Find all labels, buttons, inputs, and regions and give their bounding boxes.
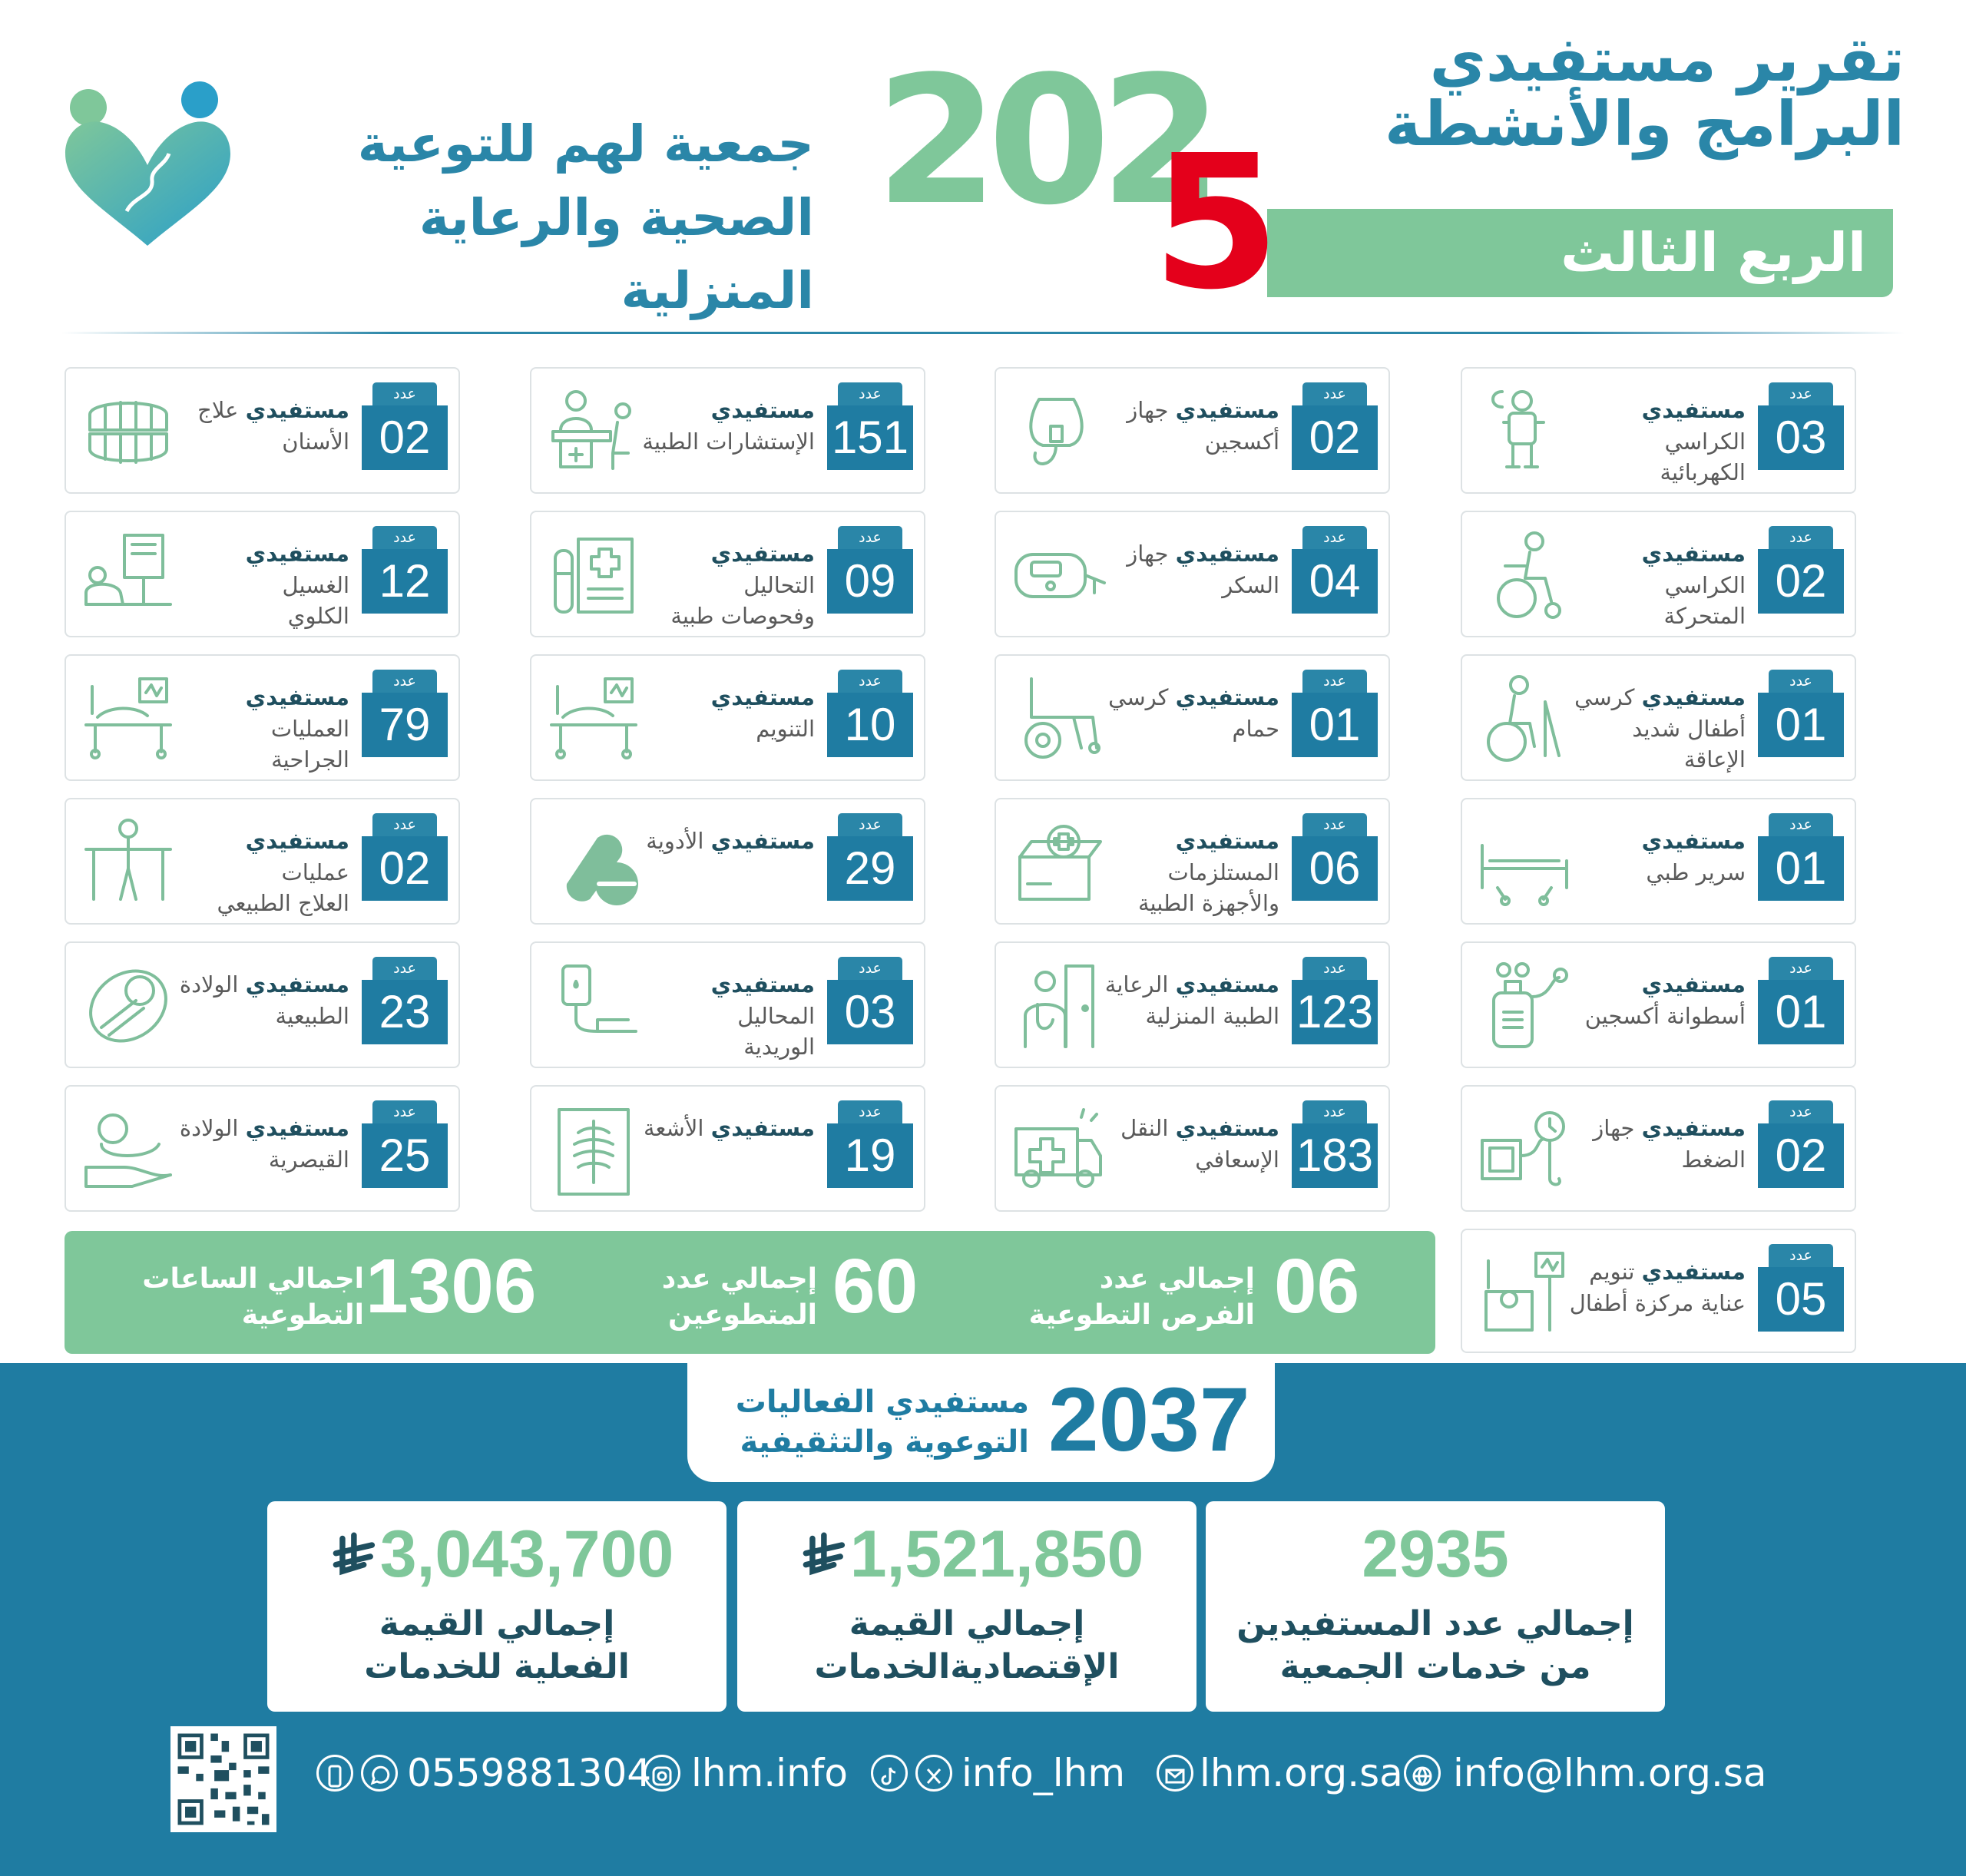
beneficiary-card [1461,511,1856,637]
hours-label-line1: اجمالي الساعات [142,1263,364,1295]
whatsapp-icon [361,1755,398,1792]
label-line1: الولادة [179,1115,239,1141]
label-bold: مستفيدي [1175,684,1279,710]
label-line2: أكسجين [1204,428,1279,455]
count-badge-label: عدد [372,1100,437,1123]
label-bold: مستفيدي [1641,1259,1746,1285]
label-bold: مستفيدي [1175,1115,1279,1141]
count-badge-label: عدد [372,957,437,980]
wheelchair-icon [1474,528,1574,624]
hours-label [134,1262,364,1334]
report-title-line2: البرامج والأنشطة [1385,88,1905,160]
count-badge [362,957,448,1047]
contact-bar [307,1746,1843,1800]
beneficiary-count: 79 [362,693,448,757]
beneficiary-label [1103,538,1279,601]
count-badge-label: عدد [1302,670,1367,693]
beneficiary-label [173,826,349,919]
beneficiary-count: 06 [1292,836,1378,901]
events-summary [687,1359,1275,1482]
glucometer-icon [1008,528,1108,624]
count-badge [827,957,913,1047]
beneficiary-label [638,538,815,632]
count-badge-label: عدد [1769,813,1833,836]
xray-icon [544,1102,644,1198]
count-badge [1292,670,1378,760]
dialysis-icon [78,528,178,624]
domain-link[interactable]: lhm.org.sa [1200,1751,1403,1795]
count-badge [1758,1244,1844,1335]
stat-label-line1: إجمالي عدد المستفيدين [1236,1604,1634,1643]
phone-number[interactable]: 0559881304 [407,1751,652,1795]
beneficiary-count: 01 [1292,693,1378,757]
beneficiary-card [995,1085,1390,1212]
x-twitter-icon [915,1755,952,1792]
beneficiary-card [530,1085,925,1212]
label-line2: السكر [1222,571,1279,598]
label-line2: الطبيعية [275,1002,349,1029]
label-bold: مستفيدي [710,828,815,854]
label-bold: مستفيدي [710,684,815,710]
count-badge-label: عدد [838,813,902,836]
beneficiary-count: 01 [1758,980,1844,1044]
label-line2: الوريدية [743,1034,815,1060]
count-badge [1758,813,1844,904]
label-line1: الولادة [179,971,239,998]
hours-count: 1306 [366,1243,537,1329]
hours-label-line2: التطوعية [241,1299,364,1331]
electric-wheelchair-icon [1474,384,1574,480]
beneficiary-card [1461,798,1856,925]
label-line1: كرسي [1574,684,1635,710]
label-line1: كرسي [1108,684,1169,710]
label-line1: جهاز [1593,1115,1635,1141]
stat-card [737,1501,1196,1712]
label-bold: مستفيدي [245,397,349,423]
count-badge-label: عدد [1769,382,1833,405]
beneficiary-label [1569,1256,1746,1318]
stat-label-line2: الفعلية للخدمات [364,1647,630,1687]
pills-icon [544,815,644,911]
stat-label [737,1603,1196,1689]
count-badge [827,670,913,760]
beneficiary-card [1461,367,1856,494]
beneficiary-count: 25 [362,1123,448,1188]
label-bold: مستفيدي [1641,684,1746,710]
count-badge-label: عدد [372,670,437,693]
beneficiary-count: 03 [827,980,913,1044]
globe-icon [1404,1755,1441,1792]
label-line1: الغسيل [282,571,349,598]
count-badge-label: عدد [1769,1244,1833,1267]
beneficiary-card [530,941,925,1068]
count-badge-label: عدد [1769,1100,1833,1123]
label-line2: الضغط [1681,1146,1746,1173]
stat-label [1206,1603,1665,1689]
beneficiary-count: 03 [1758,405,1844,470]
quarter-label: الربع الثالث [1561,221,1866,284]
beneficiary-label [173,1113,349,1175]
beneficiary-label [1569,1113,1746,1175]
label-bold: مستفيدي [245,828,349,854]
label-line2: حمام [1232,715,1279,742]
beneficiary-count: 123 [1292,980,1378,1044]
opportunities-label [1024,1262,1255,1334]
count-badge-label: عدد [1769,526,1833,549]
label-bold: مستفيدي [1175,828,1279,854]
beneficiary-label [1569,969,1746,1031]
stat-value: 3,043,700 [379,1517,674,1591]
oxygen-cylinder-icon [1474,958,1574,1054]
beneficiary-card [995,798,1390,925]
beneficiary-count: 183 [1292,1123,1378,1188]
label-line1: تنويم [1589,1259,1635,1285]
beneficiary-count: 01 [1758,693,1844,757]
beneficiary-label [638,969,815,1063]
beneficiary-card [995,367,1390,494]
label-bold: مستفيدي [1641,397,1746,423]
count-badge [362,670,448,760]
count-badge [362,813,448,904]
beneficiary-label [1569,682,1746,776]
count-badge-label: عدد [838,1100,902,1123]
label-line1: علاج [197,397,239,423]
label-line2: أطفال شديد الإعاقة [1632,715,1746,773]
website-link[interactable]: lhm.info [691,1751,848,1795]
cesarean-icon [78,1102,178,1198]
beneficiary-card [65,798,460,925]
label-bold: مستفيدي [710,397,815,423]
label-line1: النقل [1120,1115,1169,1141]
organization-name [230,108,814,328]
beneficiary-label [1103,1113,1279,1175]
beneficiary-card [65,1085,460,1212]
beneficiary-card [995,511,1390,637]
teeth-icon [78,384,178,480]
qr-code-icon [170,1726,276,1832]
beneficiary-label [173,538,349,632]
beneficiary-card [530,654,925,781]
count-badge-label: عدد [1769,957,1833,980]
label-bold: مستفيدي [245,1115,349,1141]
label-line2: أسطوانة أكسجين [1584,1002,1746,1029]
count-badge [1292,1100,1378,1191]
beneficiary-label [1103,969,1279,1031]
count-badge-label: عدد [838,526,902,549]
count-badge [1292,382,1378,473]
stat-card [267,1501,726,1712]
label-line1: التحاليل [743,571,815,598]
label-line2: الإستشارات الطبية [642,428,815,455]
label-bold: مستفيدي [1175,971,1279,998]
qr-code[interactable] [170,1726,276,1832]
count-badge [362,382,448,473]
count-badge [1292,957,1378,1047]
label-line2: الإسعافي [1195,1146,1279,1173]
label-bold: مستفيدي [245,971,349,998]
label-line2: الكهربائية [1660,459,1746,486]
events-label [722,1382,1029,1462]
beneficiary-label [638,682,815,744]
quarter-band [1267,209,1893,297]
instagram-icon [644,1755,680,1792]
beneficiary-card [65,654,460,781]
count-badge [362,526,448,617]
year-last-digit: 5 [1152,115,1280,330]
beneficiary-label [1569,826,1746,888]
count-badge [827,382,913,473]
label-line2: التنويم [756,715,815,742]
label-bold: مستفيدي [1641,828,1746,854]
beneficiary-card [530,367,925,494]
beneficiary-label [1103,826,1279,919]
beneficiary-label [638,1113,815,1144]
stat-value: 2935 [1362,1517,1509,1591]
beneficiary-card [1461,1085,1856,1212]
volunteers-count: 60 [832,1243,918,1329]
count-badge [827,813,913,904]
beneficiary-label [1103,682,1279,744]
beneficiary-count: 23 [362,980,448,1044]
stat-label [267,1603,726,1689]
beneficiary-count: 04 [1292,549,1378,614]
beneficiary-card [995,654,1390,781]
mail-icon [1157,1755,1193,1792]
label-line1: المستلزمات [1167,859,1279,885]
count-badge [827,526,913,617]
beneficiary-card [1461,654,1856,781]
lab-tests-icon [544,528,644,624]
beneficiary-card [1461,941,1856,1068]
label-line2: العلاج الطبيعي [217,890,349,917]
beneficiary-count: 12 [362,549,448,614]
count-badge-label: عدد [1302,957,1367,980]
beneficiary-label [173,682,349,776]
stat-card [1206,1501,1665,1712]
count-badge [1758,526,1844,617]
volunteer-summary [65,1231,1435,1354]
mobile-icon [316,1755,353,1792]
count-badge-label: عدد [1302,382,1367,405]
label-line1: الكراسي [1664,428,1746,455]
stat-value: 1,521,850 [849,1517,1144,1591]
label-bold: مستفيدي [245,684,349,710]
label-line2: الطبية المنزلية [1145,1002,1279,1029]
label-line1: العمليات [270,715,349,742]
beneficiary-card [65,941,460,1068]
beneficiary-count: 29 [827,836,913,901]
email-link[interactable]: info@lhm.org.sa [1453,1751,1767,1795]
count-badge-label: عدد [372,526,437,549]
medical-supplies-icon [1008,815,1108,911]
beneficiary-label [1103,395,1279,457]
special-needs-chair-icon [1474,671,1574,767]
label-line1: الكراسي [1664,571,1746,598]
riyal-icon [801,1523,850,1596]
label-line1: جهاز [1127,397,1169,423]
doctor-consultation-icon [544,384,644,480]
beneficiary-card [65,367,460,494]
label-line1: الأدوية [646,828,704,854]
stat-label-line2: الإقتصاديةالخدمات [814,1647,1120,1687]
opportunities-label-line2: الفرص التطوعية [1028,1299,1255,1331]
bath-chair-icon [1008,671,1108,767]
beneficiary-card [1461,1229,1856,1353]
blood-pressure-icon [1474,1102,1574,1198]
beneficiary-label [1569,395,1746,488]
count-badge [1758,670,1844,760]
surgery-icon [78,671,178,767]
beneficiary-count: 151 [827,405,913,470]
label-bold: مستفيدي [1175,397,1279,423]
count-badge-label: عدد [1302,1100,1367,1123]
beneficiary-card [65,511,460,637]
stat-label-line2: من خدمات الجمعية [1279,1647,1591,1687]
count-badge-label: عدد [1302,813,1367,836]
label-line2: الأسنان [282,428,349,455]
newborn-icon [78,958,178,1054]
beneficiary-label [1569,538,1746,632]
count-badge-label: عدد [1302,526,1367,549]
count-badge-label: عدد [1769,670,1833,693]
count-badge [1292,813,1378,904]
count-badge [827,1100,913,1191]
label-bold: مستفيدي [710,971,815,998]
label-bold: مستفيدي [1641,541,1746,567]
count-badge [1292,526,1378,617]
count-badge-label: عدد [372,813,437,836]
label-line2: الجراحية [271,746,349,773]
events-label-line2: التوعوية والتثقيفية [740,1424,1029,1460]
report-title-line1: تقرير مستفيدي [1429,24,1905,95]
label-line1: الرعاية [1104,971,1169,998]
pediatric-icu-icon [1474,1246,1574,1342]
label-line2: عناية مركزة أطفال [1569,1289,1746,1316]
beneficiary-count: 02 [1292,405,1378,470]
beneficiary-label [638,826,815,857]
label-line2: والأجهزة الطبية [1137,890,1279,917]
beneficiary-count: 19 [827,1123,913,1188]
oxygen-mask-icon [1008,384,1108,480]
label-bold: مستفيدي [1641,1115,1746,1141]
beneficiary-label [638,395,815,457]
beneficiary-count: 05 [1758,1267,1844,1332]
report-title [1321,24,1905,160]
beneficiary-count: 09 [827,549,913,614]
hospital-bed-icon [544,671,644,767]
volunteers-label-line2: المتطوعين [667,1299,817,1331]
count-badge [1758,1100,1844,1191]
medical-bed-icon [1474,815,1574,911]
physiotherapy-icon [78,815,178,911]
header-divider [61,332,1905,334]
home-care-icon [1008,958,1108,1054]
org-name-line1: جمعية لهم للتوعية [357,114,814,174]
year-prefix: 202 [875,39,1213,244]
ambulance-icon [1008,1102,1108,1198]
beneficiary-count: 10 [827,693,913,757]
beneficiary-count: 02 [1758,549,1844,614]
beneficiary-count: 02 [1758,1123,1844,1188]
volunteers-label-line1: إجمالي عدد [661,1263,817,1295]
label-bold: مستفيدي [1175,541,1279,567]
count-badge [362,1100,448,1191]
label-line2: سرير طبي [1646,859,1746,885]
riyal-icon [331,1523,380,1596]
beneficiary-count: 01 [1758,836,1844,901]
events-count: 2037 [1048,1369,1250,1471]
tiktok-icon [871,1755,908,1792]
stat-label-line1: إجمالي القيمة [379,1604,615,1643]
stat-label-line1: إجمالي القيمة [849,1604,1085,1643]
beneficiary-card [995,941,1390,1068]
org-name-line2: الصحية والرعاية المنزلية [419,187,814,321]
label-bold: مستفيدي [710,541,815,567]
social-handle[interactable]: info_lhm [961,1751,1126,1795]
beneficiary-card [530,511,925,637]
beneficiary-count: 02 [362,405,448,470]
label-line2: وفحوصات طبية [670,603,815,630]
label-bold: مستفيدي [1641,971,1746,998]
label-line2: المتحركة [1663,603,1746,630]
label-line2: القيصرية [268,1146,349,1173]
count-badge-label: عدد [372,382,437,405]
beneficiary-card [530,798,925,925]
count-badge-label: عدد [838,957,902,980]
opportunities-label-line1: إجمالي عدد [1099,1263,1255,1295]
volunteers-label [587,1262,817,1334]
label-line1: الأشعة [644,1115,704,1141]
label-bold: مستفيدي [245,541,349,567]
label-line1: المحاليل [737,1002,815,1029]
count-badge [1758,382,1844,473]
beneficiary-label [173,395,349,457]
org-logo [61,81,234,257]
label-line1: جهاز [1127,541,1169,567]
opportunities-count: 06 [1274,1243,1360,1329]
count-badge [1758,957,1844,1047]
events-label-line1: مستفيدي الفعاليات [735,1385,1029,1420]
iv-drip-icon [544,958,644,1054]
beneficiary-label [173,969,349,1031]
beneficiary-count: 02 [362,836,448,901]
label-line2: الكلوي [287,603,349,630]
count-badge-label: عدد [838,670,902,693]
label-line1: عمليات [281,859,349,885]
label-bold: مستفيدي [710,1115,815,1141]
count-badge-label: عدد [838,382,902,405]
